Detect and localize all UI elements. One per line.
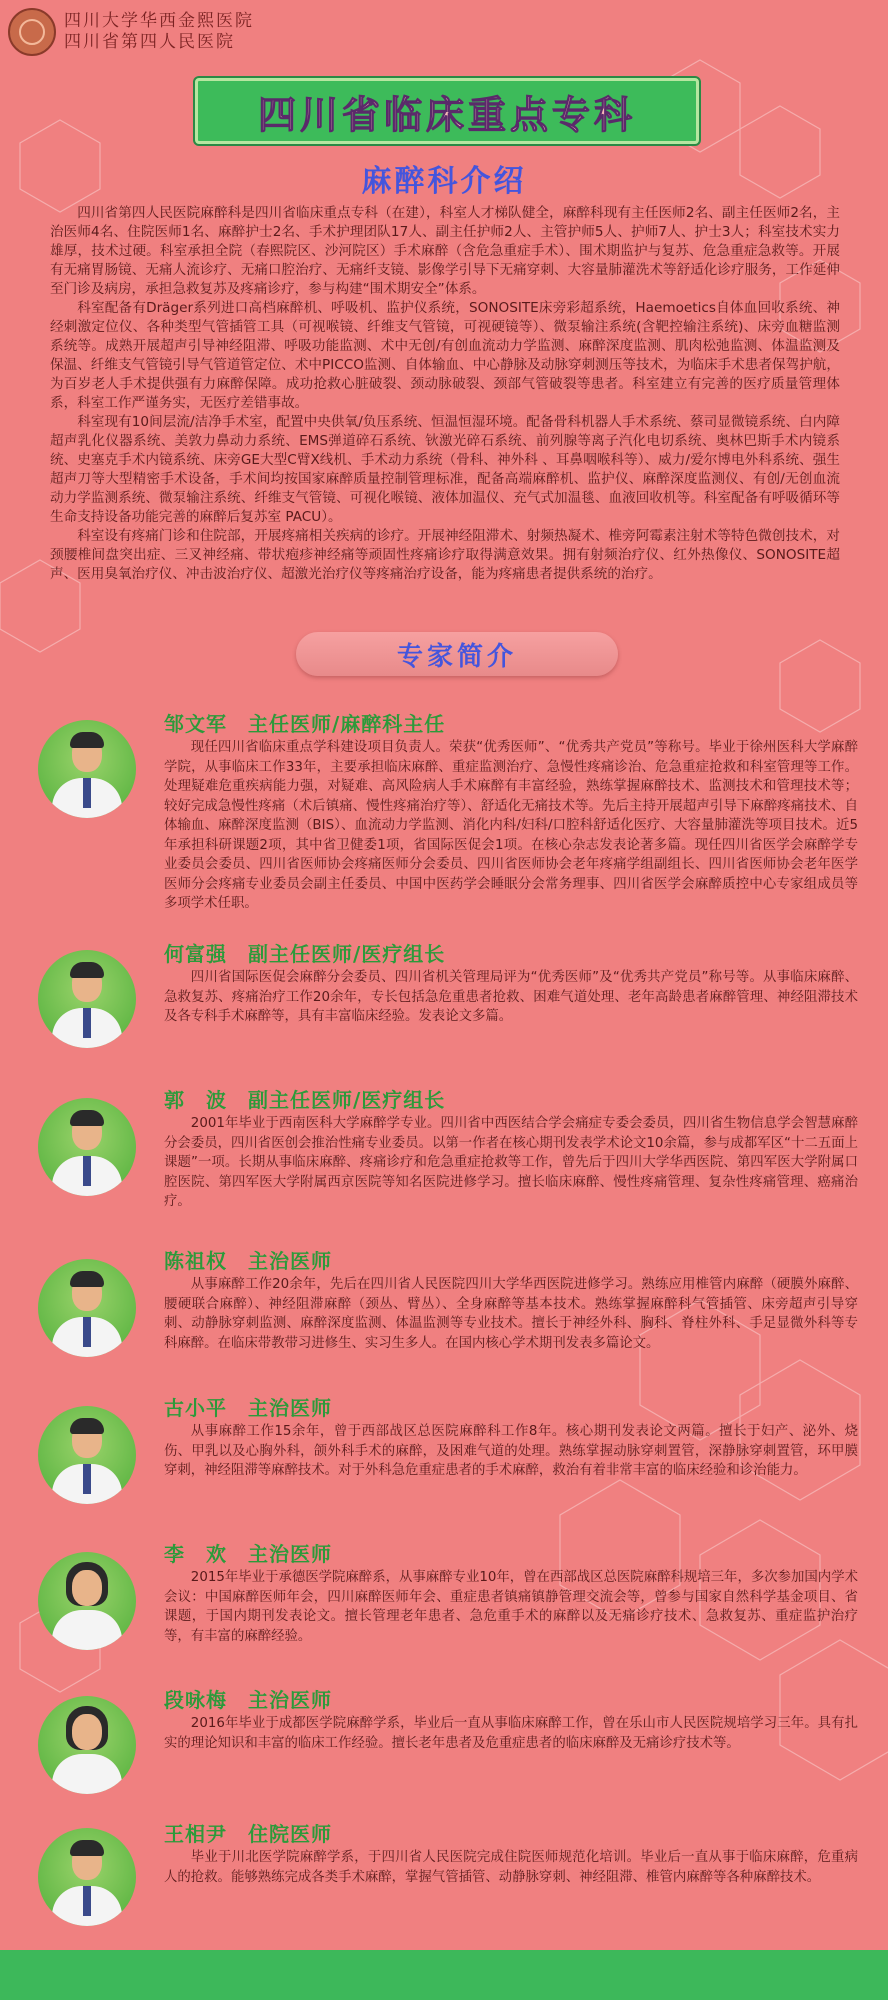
expert-name: 段咏梅 主治医师 [164,1688,332,1712]
expert-card [38,1818,858,1938]
expert-name: 陈祖权 主治医师 [164,1249,332,1273]
experts-title: 专家简介 [396,641,517,672]
expert-bio: 现任四川省临床重点学科建设项目负责人。荣获“优秀医师”、“优秀共产党员”等称号。毕业于徐州医科大学麻醉学院，从事临床工作33年，主要承担临床麻醉、重症监测治疗、急慢性疼痛诊治、危急重症抢救和科室管理等工作。处理疑难危重疾病能力强，对疑难、高风险病人手术麻醉有丰富经验，熟练掌握麻醉技术、监测技术和管理技术等；较好完成急慢性疼痛（术后镇痛、慢性疼痛治疗等）、舒适化无痛技术等。先后主持开展超声引导下麻醉疼痛技术、自体输血、麻醉深度监测（BIS）、血流动力学监测、消化内科/妇科/口腔科舒适化医疗、大容量肺灌洗等项目技术。近5年承担科研课题2项，其中省卫健委1项，省国际医促会1项。在核心杂志发表论著多篇。现任四川省医学会麻醉学专业委员会委员、四川省医师协会疼痛医师分会委员、四川省医师协会老年疼痛学组副组长、四川省医师协会老年医学医师分会疼痛专业委员会副主任委员、中国中医药学会睡眠分会常务理事、四川省医学会麻醉质控中心专家组成员等多项学术任职。 [164,740,858,911]
expert-avatar [38,720,136,818]
intro-paragraph-1: 四川省第四人民医院麻醉科是四川省临床重点专科（在建），科室人才梯队健全，麻醉科现有主任医师2名、副主任医师2名，主治医师4名、住院医师1名、麻醉护士2名、手术护理团队17人、副主任护师2人、主管护师5人、护师7人、护士3人；科室技术实力雄厚，技术过硬。科室承担全院（春熙院区、沙河院区）手术麻醉（含危急重症手术）、围术期监护与复苏、危急重症急救等。开展有无痛胃肠镜、无痛人流诊疗、无痛口腔治疗、无痛纤支镜、影像学引导下无痛穿刺、大容量肺灌洗术等舒适化诊疗服务，工作延伸至门诊及病房，承担急救复苏及疼痛诊疗，参与构建“围术期安全”体系。 [50,205,840,297]
experts-title-pill [296,632,618,676]
expert-card [38,1392,858,1512]
expert-avatar [38,1098,136,1196]
expert-bio: 2015年毕业于承德医学院麻醉系，从事麻醉专业10年，曾在西部战区总医院麻醉科规培三年，多次参加国内学术会议：中国麻醉医师年会，四川麻醉医师年会、重症患者镇痛镇静管理交流会等，曾参与国家自然科学基金项目、省课题，于国内期刊发表论文。擅长管理老年患者、急危重手术的麻醉以及无痛诊疗技术、急救复苏、重症监护治疗等，有丰富的麻醉经验。 [164,1570,858,1644]
expert-name: 何富强 副主任医师/医疗组长 [164,942,446,966]
expert-card [38,708,858,911]
expert-card [38,1084,858,1214]
intro-paragraph-4: 科室设有疼痛门诊和住院部，开展疼痛相关疾病的诊疗。开展神经阻滞术、射频热凝术、椎旁阿霉素注射术等特色微创技术，对颈腰椎间盘突出症、三叉神经痛、带状疱疹神经痛等顽固性疼痛诊疗取得满意效果。拥有射频治疗仪、红外热像仪、SONOSITE超声、医用臭氧治疗仪、冲击波治疗仪、超激光治疗仪等疼痛治疗设备，能为疼痛患者提供系统的治疗。 [50,528,840,582]
expert-name: 王相尹 住院医师 [164,1822,332,1846]
expert-card [38,1684,858,1794]
expert-avatar [38,1259,136,1357]
expert-avatar [38,1406,136,1504]
expert-name: 邹文军 主任医师/麻醉科主任 [164,712,446,736]
expert-avatar [38,950,136,1048]
expert-bio: 2001年毕业于西南医科大学麻醉学专业。四川省中西医结合学会痛症专委会委员，四川省生物信息学会智慧麻醉分会委员，四川省医创会推治性痛专业委员。以第一作者在核心期刊发表学术论文10余篇，参与成都军区“十二五面上课题”一项。长期从事临床麻醉、疼痛诊疗和危急重症抢救等工作，曾先后于四川大学华西医院、第四军医大学附属口腔医院、第四军医大学附属西京医院等知名医院进修学习。擅长临床麻醉、慢性疼痛管理、复杂性疼痛管理、癌痛治疗。 [164,1116,858,1209]
expert-bio: 四川省国际医促会麻醉分会委员、四川省机关管理局评为“优秀医师”及“优秀共产党员”称号等。从事临床麻醉、急救复苏、疼痛治疗工作20余年，专长包括急危重患者抢救、困难气道处理、老年高龄患者麻醉管理、神经阻滞技术及各专科手术麻醉等，具有丰富临床经验。发表论文多篇。 [164,970,858,1024]
expert-card [38,938,858,1058]
expert-name: 李 欢 主治医师 [164,1542,332,1566]
expert-card [38,1245,858,1365]
intro-paragraph-3: 科室现有10间层流/洁净手术室，配置中央供氧/负压系统、恒温恒湿环境。配备骨科机器人手术系统、蔡司显微镜系统、白内障超声乳化仪器系统、美敦力鼻动力系统、EMS弹道碎石系统、钬激光碎石系统、前列腺等离子汽化电切系统、奥林巴斯手术内镜系统、史塞克手术内镜系统、床旁GE大型C臂X线机、手术动力系统（骨科、神外科 、耳鼻咽喉科等）、威力/爱尔博电外科系统、强生超声刀等大型精密手术设备，手术间均按国家麻醉质量控制管理标准，配备高端麻醉机、监护仪、麻醉深度监测仪、有创/无创血流动力学监测系统、微泵输注系统、纤维支气管镜、可视化喉镜、液体加温仪、充气式加温毯、血液回收机等。科室配备有呼吸循环等生命支持设备功能完善的麻醉后复苏室 PACU）。 [50,414,840,525]
expert-bio: 2016年毕业于成都医学院麻醉学系，毕业后一直从事临床麻醉工作，曾在乐山市人民医院规培学习三年。具有扎实的理论知识和丰富的临床工作经验。擅长老年患者及危重症患者的临床麻醉及无痛诊疗技术等。 [164,1716,858,1751]
expert-bio: 从事麻醉工作20余年，先后在四川省人民医院四川大学华西医院进修学习。熟练应用椎管内麻醉（硬膜外麻醉、腰硬联合麻醉）、神经阻滞麻醉（颈丛、臂丛）、全身麻醉等基本技术。熟练掌握麻醉科气管插管、床旁超声引导穿刺、动静脉穿刺监测、麻醉深度监测、体温监测等专业技术。擅长于神经外科、胸科、脊柱外科、手足显微外科等专科麻醉。在临床带教带习进修生、实习生多人。在国内核心学术期刊发表多篇论文。 [164,1277,858,1351]
intro-paragraph-2: 科室配备有Dräger系列进口高档麻醉机、呼吸机、监护仪系统，SONOSITE床旁彩超系统，Haemoetics自体血回收系统、神经刺激定位仪、各种类型气管插管工具（可视喉镜、纤维支气管镜，可视硬镜等）、微泵输注系统(含靶控输注系统)、床旁血糖监测系统等。成熟开展超声引导神经阻滞、呼吸功能监测、术中无创/有创血流动力学监测、麻醉深度监测、肌肉松弛监测、体温监测及保温、纤维支气管镜引导气管道管定位、术中PICCO监测、自体输血、中心静脉及动脉穿刺测压等技术，为临床手术患者保驾护航，为百岁老人手术提供强有力麻醉保障。成功抢救心脏破裂、颈动脉破裂、颈部气管破裂等患者。科室建立有完善的医疗质量管理体系，科室工作严谨务实，无医疗差错事故。 [50,300,840,411]
hospital-name-line2: 四川省第四人民医院 [64,32,235,52]
banner-title: 四川省临床重点专科 [257,92,636,137]
hospital-name-line1: 四川大学华西金熙医院 [64,11,254,31]
expert-avatar [38,1828,136,1926]
intro-title: 麻醉科介绍 [361,164,527,199]
expert-name: 郭 波 副主任医师/医疗组长 [164,1088,446,1112]
title-banner [195,78,699,144]
footer-bar [0,1950,888,2000]
expert-card [38,1538,858,1658]
expert-name: 古小平 主治医师 [164,1396,332,1420]
expert-bio: 从事麻醉工作15余年，曾于西部战区总医院麻醉科工作8年。核心期刊发表论文两篇。擅长于妇产、泌外、烧伤、甲乳以及心胸外科，颌外科手术的麻醉，及困难气道的处理。熟练掌握动脉穿刺置管，深静脉穿刺置管，环甲膜穿刺，神经阻滞等麻醉技术。对于外科急危重症患者的手术麻醉，救治有着非常丰富的临床经验和诊治能力。 [164,1424,858,1478]
hospital-seal-icon [8,8,56,56]
expert-bio: 毕业于川北医学院麻醉学系，于四川省人民医院完成住院医师规范化培训。毕业后一直从事于临床麻醉，危重病人的抢救。能够熟练完成各类手术麻醉，掌握气管插管、动静脉穿刺、神经阻滞、椎管内麻醉等各种麻醉技术。 [164,1850,858,1885]
expert-avatar [38,1696,136,1794]
expert-avatar [38,1552,136,1650]
hospital-name [64,11,254,53]
intro-text [50,204,840,584]
hospital-logo [8,8,254,56]
